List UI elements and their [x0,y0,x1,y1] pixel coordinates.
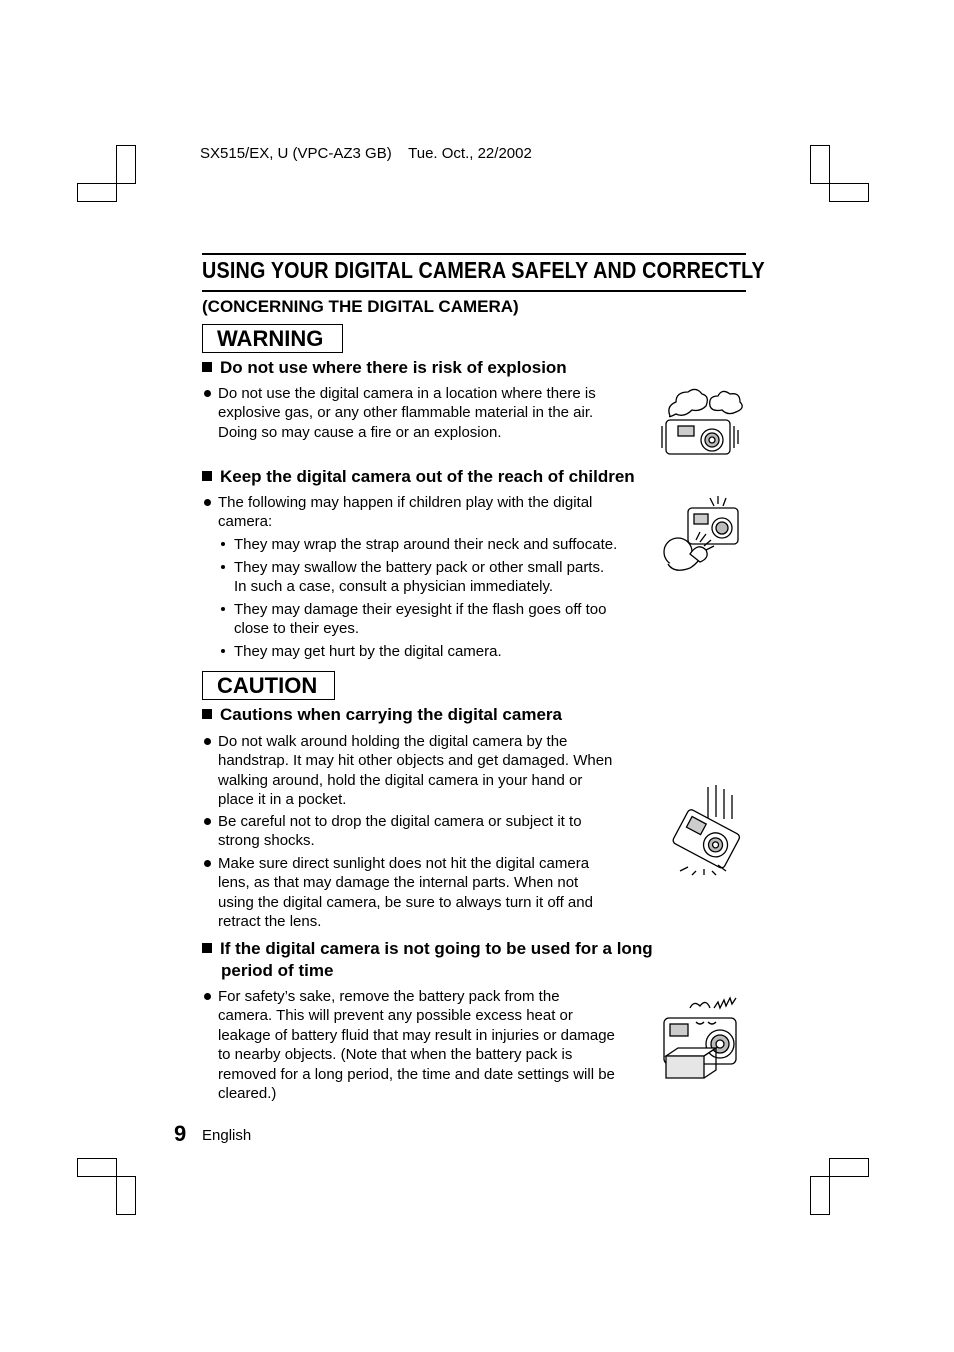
small-dot-icon [221,649,225,653]
crop-mark [829,1158,869,1177]
bullet-dot-icon [204,818,211,825]
bullet-dot-icon [204,738,211,745]
small-dot-icon [221,542,225,546]
bullet-drop: Be careful not to drop the digital camera or subject it to strong shocks. [218,812,582,851]
bullet-dot-icon [204,993,211,1000]
bullet-dot-icon [204,390,211,397]
crop-mark [77,1158,117,1177]
page-subtitle: (CONCERNING THE DIGITAL CAMERA) [202,297,519,316]
crop-mark [77,183,117,202]
sub-bullet-eyesight: They may damage their eyesight if the flash goes off too close to their eyes. [234,600,606,639]
crop-mark [810,145,830,184]
section-heading-long-period: If the digital camera is not going to be used for a long period of time [202,938,653,982]
crop-mark [116,1176,136,1215]
small-dot-icon [221,565,225,569]
small-dot-icon [221,607,225,611]
bullet-children: The following may happen if children play with the digital camera: [218,493,592,532]
square-bullet-icon [202,709,212,719]
crop-mark [810,1176,830,1215]
child-camera-illustration [660,494,746,578]
section-heading-carrying: Cautions when carrying the digital camera [202,704,562,726]
square-bullet-icon [202,471,212,481]
explosion-camera-illustration [660,386,746,458]
warning-label: WARNING [202,324,343,353]
crop-mark [829,183,869,202]
section-heading-explosion: Do not use where there is risk of explosion [202,357,567,379]
sub-bullet-swallow: They may swallow the battery pack or other small parts. In such a case, consult a physician immediately. [234,558,604,597]
bullet-battery-removal: For safety’s sake, remove the battery pack from the camera. This will prevent any possible excess heat or leakage of battery fluid that may result in injuries or damage to nearby objects. (Note that when the battery pack is removed for a long period, the time and date settings will be cleared.) [218,987,615,1103]
bullet-handstrap: Do not walk around holding the digital camera by the handstrap. It may hit other objects and get damaged. When walking around, hold the digital camera in your hand or place it in a pocket. [218,732,612,810]
sub-bullet-strap: They may wrap the strap around their neck and suffocate. [234,535,617,554]
square-bullet-icon [202,362,212,372]
bullet-sunlight: Make sure direct sunlight does not hit the digital camera lens, as that may damage the internal parts. When not using the digital camera, be sure to always turn it off and retract the lens. [218,854,593,932]
title-rule-top [202,253,746,255]
title-rule-bottom [202,290,746,292]
page-number: 9 [174,1121,187,1146]
sleeping-camera-battery-illustration [660,996,746,1084]
bullet-dot-icon [204,499,211,506]
dropped-camera-illustration [660,785,746,877]
sub-bullet-hurt: They may get hurt by the digital camera. [234,642,502,661]
caution-label: CAUTION [202,671,335,700]
document-id-line: SX515/EX, U (VPC-AZ3 GB) Tue. Oct., 22/2002 [200,145,532,162]
section-heading-children: Keep the digital camera out of the reach of children [202,466,635,488]
square-bullet-icon [202,943,212,953]
bullet-explosion: Do not use the digital camera in a location where there is explosive gas, or any other flammable material in the air. Doing so may cause a fire or an explosion. [218,384,596,442]
page-language: English [202,1127,252,1144]
crop-mark [116,145,136,184]
page-title: USING YOUR DIGITAL CAMERA SAFELY AND CORRECTLY [202,257,765,283]
bullet-dot-icon [204,860,211,867]
